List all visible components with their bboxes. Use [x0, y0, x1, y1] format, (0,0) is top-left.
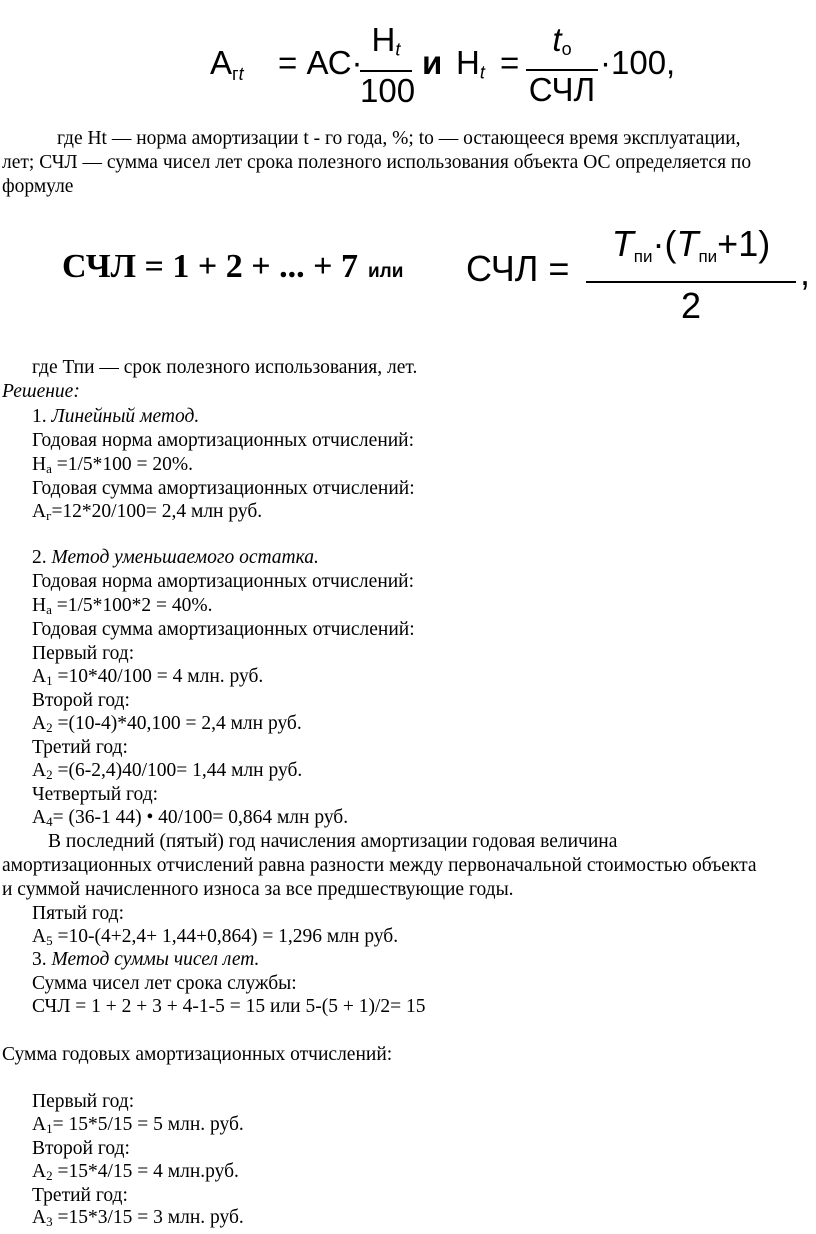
m3-year2-A: А [32, 1161, 47, 1182]
formula-syl-closed [466, 222, 811, 326]
method1-sum-value [32, 500, 262, 528]
m3-year1-A: А [32, 1114, 47, 1135]
formula2-num-sub1: пи [633, 246, 653, 266]
m3-year3-label: Третий год: [32, 1185, 128, 1206]
formula1-frac1-num-sub: t [395, 39, 401, 60]
formula1-H-sub: t [479, 62, 485, 83]
m2-year1-A: А [32, 666, 47, 687]
formula1-H [456, 44, 485, 84]
formula2-num-end: +1) [717, 223, 771, 264]
formula2-num-T2: T [676, 223, 699, 264]
formula1-frac1 [360, 21, 416, 110]
last-year-para-line3: и суммой начисленного износа за все предшествующие годы. [2, 879, 514, 900]
method3-annual-label: Сумма годовых амортизационных отчислений: [2, 1044, 393, 1065]
method1-heading [32, 405, 199, 429]
formula2-den: 2 [680, 284, 702, 326]
m3-year2-val: =15*4/15 = 4 млн.руб. [52, 1161, 239, 1182]
formula1-frac2-num-sub: о [561, 39, 572, 59]
method1-norm-sub: а [46, 461, 52, 476]
formula1-lhs [210, 44, 244, 85]
m2-year5-A: А [32, 926, 47, 947]
formula2-num-T1: T [611, 223, 634, 264]
m2-year1-label: Первый год: [32, 643, 135, 664]
m2-year5-label: Пятый год: [32, 903, 125, 924]
formula1-eq2: = [500, 44, 520, 81]
last-year-para-line2: амортизационных отчислений равна разности между первоначальной стоимостью объекта [2, 855, 757, 876]
method1-title: Линейный метод. [51, 406, 200, 427]
method2-sum-label: Годовая сумма амортизационных отчислений: [32, 619, 415, 640]
m2-year3-val: =(6-2,4)40/100= 1,44 млн руб. [52, 760, 303, 781]
formula2-right-lhs: СЧЛ = [466, 248, 570, 289]
formula2-num-sub2: пи [698, 246, 718, 266]
method1-sum-A: А [32, 501, 47, 522]
method1-sum-sub: г [46, 508, 52, 523]
formula1-eq1: = АС· [278, 44, 363, 81]
m3-year2-label: Второй год: [32, 1138, 130, 1159]
m2-year4-sub: 4 [46, 814, 53, 829]
m3-year3-sub: 3 [46, 1214, 53, 1229]
method2-norm-H: Н [32, 595, 47, 616]
m3-year1-sub: 1 [46, 1121, 53, 1136]
method1-norm-H: Н [32, 454, 47, 475]
formula2-num-mid: ·( [652, 223, 677, 264]
method1-sum-label: Годовая сумма амортизационных отчислений: [32, 478, 415, 499]
formula2-comma: , [800, 252, 811, 293]
formula1-frac2 [526, 22, 598, 109]
para1-line1: где Нt — норма амортизации t - го года, %; tо — остающееся время эксплуатации, [57, 128, 741, 149]
m3-year1-val: = 15*5/15 = 5 млн. руб. [52, 1114, 244, 1135]
formula1-lhs-sub-t: t [238, 64, 244, 84]
formula1-lhs-A: А [210, 44, 233, 81]
m2-year5-sub: 5 [46, 933, 53, 948]
formula-syl-sum [62, 248, 403, 286]
method2-title: Метод уменьшаемого остатка. [51, 547, 319, 568]
formula1-lhs-sub [232, 64, 244, 84]
formula1-frac1-num [360, 22, 412, 72]
solution-heading: Решение: [2, 381, 80, 402]
formula1-and: и [422, 44, 443, 81]
formula2-left: СЧЛ = 1 + 2 + ... + 7 [62, 248, 358, 285]
method2-norm-label: Годовая норма амортизационных отчислений: [32, 571, 415, 592]
m3-year2-sub: 2 [46, 1168, 53, 1183]
formula2-frac-num [586, 222, 796, 283]
m2-year2-label: Второй год: [32, 690, 130, 711]
para1-line3: формуле [2, 176, 74, 197]
method3-sum-value: СЧЛ = 1 + 2 + 3 + 4-1-5 = 15 или 5-(5 + 1)/2= 15 [32, 996, 426, 1017]
last-year-para-line1: В последний (пятый) год начисления амортизации годовая величина [48, 831, 618, 852]
formula1-frac2-den: СЧЛ [528, 71, 596, 108]
m2-year2-A: А [32, 713, 47, 734]
method3-title: Метод суммы чисел лет. [51, 949, 260, 970]
formula1-frac1-den: 100 [360, 71, 416, 109]
m2-year3-A: А [32, 760, 47, 781]
formula1-H-letter: Н [456, 44, 480, 81]
formula1-lhs-sub-g: г [232, 64, 239, 84]
m2-year5-val: =10-(4+2,4+ 1,44+0,864) = 1,296 млн руб. [52, 926, 399, 947]
method3-heading [32, 948, 259, 972]
m2-year4-val: = (36-1 44) • 40/100= 0,864 млн руб. [52, 807, 349, 828]
m2-year3-label: Третий год: [32, 737, 128, 758]
formula1-frac2-num-t: t [552, 21, 562, 58]
formula-depreciation-rate [210, 21, 676, 109]
m3-year3-A: А [32, 1207, 47, 1228]
method2-heading [32, 546, 319, 570]
method1-norm-label: Годовая норма амортизационных отчислений: [32, 430, 415, 451]
m2-year1-val: =10*40/100 = 4 млн. руб. [52, 666, 264, 687]
line-tpi-definition [32, 356, 417, 380]
m2-year4-A: А [32, 807, 47, 828]
m2-year1-sub: 1 [46, 673, 53, 688]
method3-sum-label: Сумма чисел лет срока службы: [32, 973, 297, 994]
formula2-frac [586, 222, 796, 329]
method1-sum-val: =12*20/100= 2,4 млн руб. [51, 501, 263, 522]
method1-norm-val: =1/5*100 = 20%. [51, 454, 194, 475]
line-tpi-text: где Тпи — срок полезного использования, лет. [32, 357, 418, 378]
m2-year3-sub: 2 [46, 767, 53, 782]
m3-year3-val: =15*3/15 = 3 млн. руб. [52, 1207, 244, 1228]
para1-line2: лет; СЧЛ — сумма чисел лет срока полезного использования объекта ОС определяется по [2, 152, 752, 173]
formula2-or: или [368, 261, 404, 282]
formula1-frac2-num [526, 22, 598, 71]
formula1-frac1-num-H: Н [371, 21, 396, 58]
method2-norm-val: =1/5*100*2 = 40%. [51, 595, 213, 616]
m2-year2-sub: 2 [46, 720, 53, 735]
m2-year2-val: =(10-4)*40,100 = 2,4 млн руб. [52, 713, 302, 734]
method3-num: 3. [32, 949, 47, 970]
method1-num: 1. [32, 406, 47, 427]
m2-year4-label: Четвертый год: [32, 784, 159, 805]
formula1-tail: ·100, [600, 44, 676, 81]
method2-norm-sub: а [46, 602, 52, 617]
m3-year1-label: Первый год: [32, 1091, 135, 1112]
method2-num: 2. [32, 547, 47, 568]
